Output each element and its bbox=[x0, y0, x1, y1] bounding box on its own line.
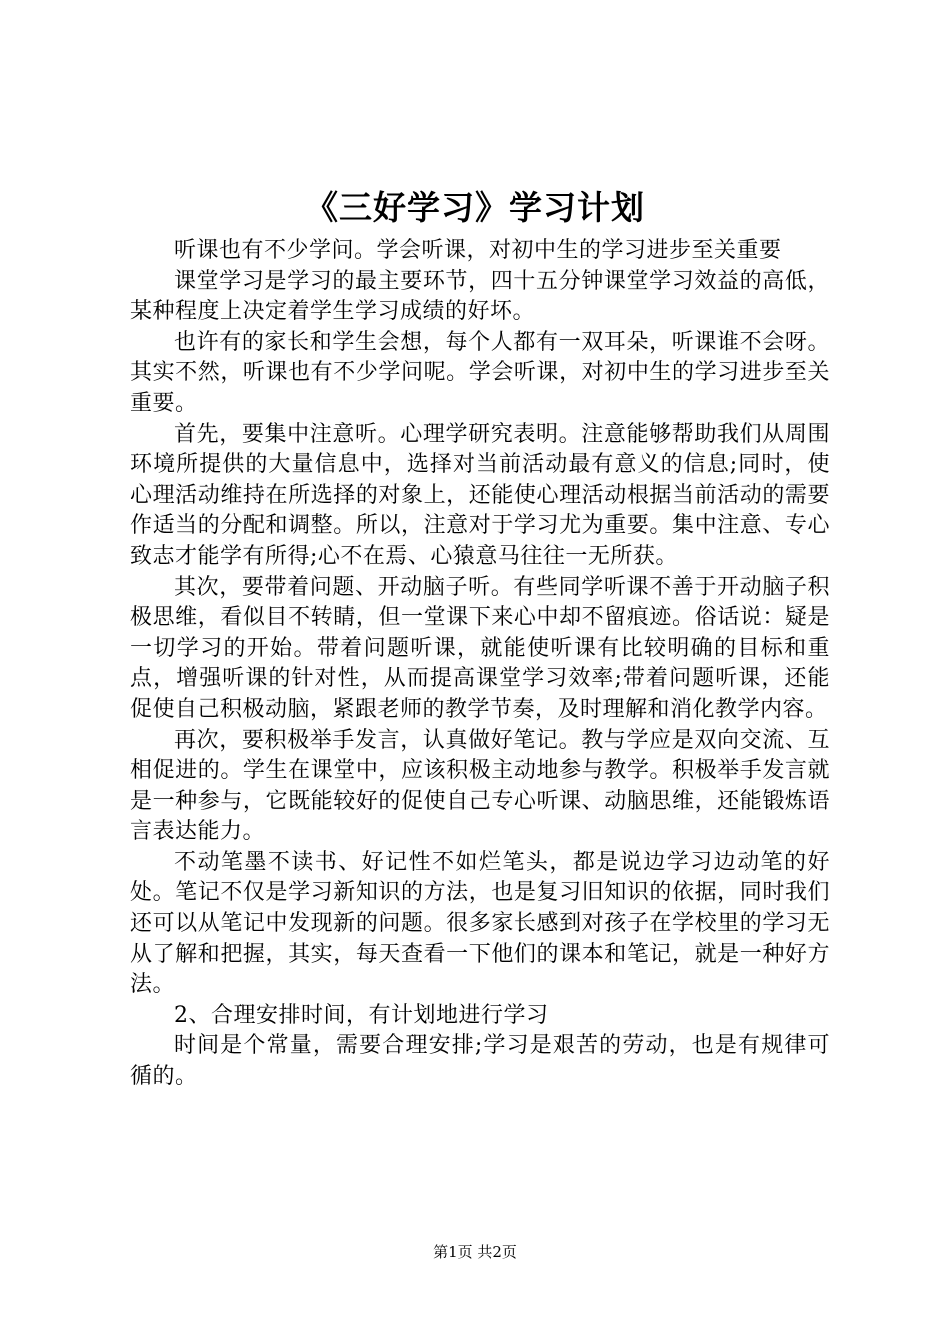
section-heading: 2、合理安排时间，有计划地进行学习 bbox=[174, 1002, 549, 1028]
paragraph-6: 再次，要积极举手发言，认真做好笔记。教与学应是双向交流、互相促进的。学生在课堂中，应该积极主动地参与教学。积极举手发言就是一种参与，它既能较好的促使自己专心听课、动脑思维，还能锻炼语言表达能力。 bbox=[130, 727, 830, 845]
paragraph-7: 不动笔墨不读书、好记性不如烂笔头，都是说边学习边动笔的好处。笔记不仅是学习新知识的方法，也是复习旧知识的依据，同时我们还可以从笔记中发现新的问题。很多家长感到对孩子在学校里的学习无从了解和把握，其实，每天查看一下他们的课本和笔记，就是一种好方法。 bbox=[130, 849, 830, 998]
paragraph-4: 首先，要集中注意听。心理学研究表明。注意能够帮助我们从周围环境所提供的大量信息中，选择对当前活动最有意义的信息;同时，使心理活动维持在所选择的对象上，还能使心理活动根据当前活动的需要作适当的分配和调整。所以，注意对于学习尤为重要。集中注意、专心致志才能学有所得;心不在焉、心猿意马往往一无所获。 bbox=[130, 421, 830, 569]
paragraph-1: 听课也有不少学问。学会听课，对初中生的学习进步至关重要 bbox=[174, 238, 782, 263]
paragraph-8: 时间是个常量，需要合理安排;学习是艰苦的劳动，也是有规律可循的。 bbox=[130, 1033, 830, 1090]
paragraph-5: 其次，要带着问题、开动脑子听。有些同学听课不善于开动脑子积极思维，看似目不转睛，但一堂课下来心中却不留痕迹。俗话说：疑是一切学习的开始。带着问题听课，就能使听课有比较明确的目标和重点，增强听课的针对性，从而提高课堂学习效率;带着问题听课，还能促使自己积极动脑，紧跟老师的教学节奏，及时理解和消化教学内容。 bbox=[130, 574, 830, 722]
document-body bbox=[130, 236, 830, 1093]
document-title: 《三好学习》学习计划 bbox=[305, 188, 645, 227]
paragraph-3: 也许有的家长和学生会想，每个人都有一双耳朵，听课谁不会呀。其实不然，听课也有不少学问呢。学会听课，对初中生的学习进步至关重要。 bbox=[130, 329, 830, 416]
page-footer: 第1页 共2页 bbox=[433, 1243, 517, 1261]
paragraph-2: 课堂学习是学习的最主要环节，四十五分钟课堂学习效益的高低，某种程度上决定着学生学习成绩的好坏。 bbox=[130, 268, 830, 325]
